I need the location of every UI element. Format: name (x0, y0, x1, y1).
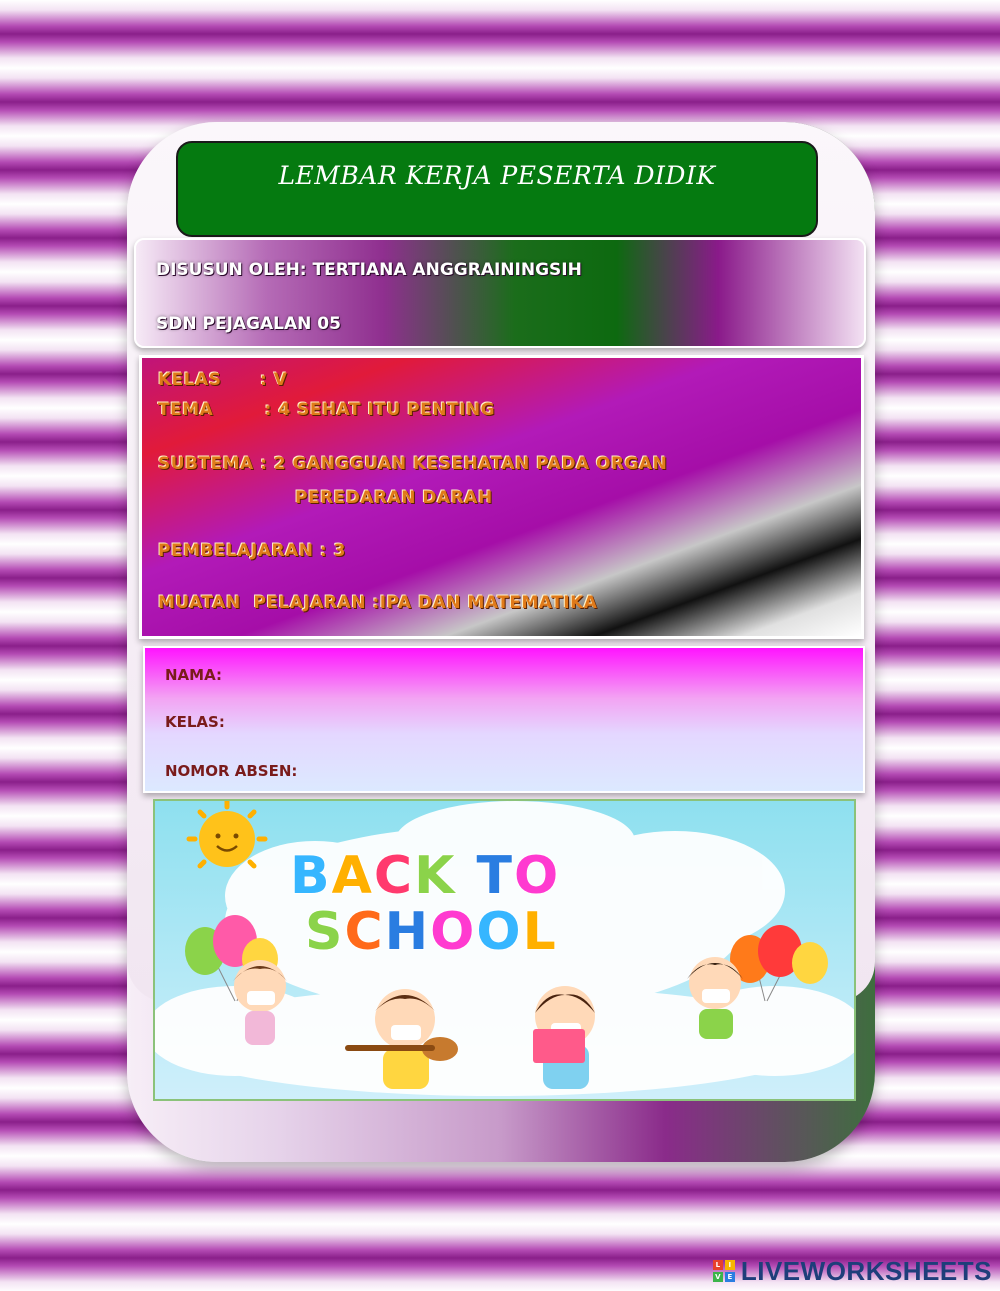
info-kelas: KELAS : V (158, 370, 288, 390)
student-number-label: NOMOR ABSEN: (165, 762, 298, 780)
info-subtema-continued: PEREDARAN DARAH (295, 488, 493, 508)
info-pembelajaran: PEMBELAJARAN : 3 (158, 541, 346, 561)
logo-block-l: L (713, 1260, 723, 1270)
info-muatan: MUATAN PELAJARAN :IPA DAN MATEMATIKA (158, 593, 598, 613)
school-name: SDN PEJAGALAN 05 (156, 314, 341, 334)
logo-block-e: E (725, 1272, 735, 1282)
logo-blocks-icon (713, 1260, 735, 1282)
page-title: LEMBAR KERJA PESERTA DIDIK (278, 161, 716, 190)
liveworksheets-logo (713, 1257, 992, 1285)
lesson-info-panel (139, 355, 864, 639)
author-panel (134, 238, 866, 348)
logo-block-i: I (725, 1260, 735, 1270)
headline-line-1: BACK TO (290, 846, 561, 906)
info-tema: TEMA : 4 SEHAT ITU PENTING (158, 400, 496, 420)
student-name-label: NAMA: (165, 666, 222, 684)
info-subtema: SUBTEMA : 2 GANGGUAN KESEHATAN PADA ORGAN (158, 454, 668, 474)
author-name: DISUSUN OLEH: TERTIANA ANGGRAININGSIH (156, 260, 582, 280)
student-class-label: KELAS: (165, 713, 225, 731)
student-identity-panel (143, 646, 865, 793)
illustration-svg (155, 801, 854, 1099)
logo-text: LIVEWORKSHEETS (740, 1255, 992, 1286)
logo-block-v: V (713, 1272, 723, 1282)
title-banner (176, 141, 818, 237)
headline-line-2: SCHOOL (305, 902, 558, 962)
back-to-school-illustration (153, 799, 856, 1101)
